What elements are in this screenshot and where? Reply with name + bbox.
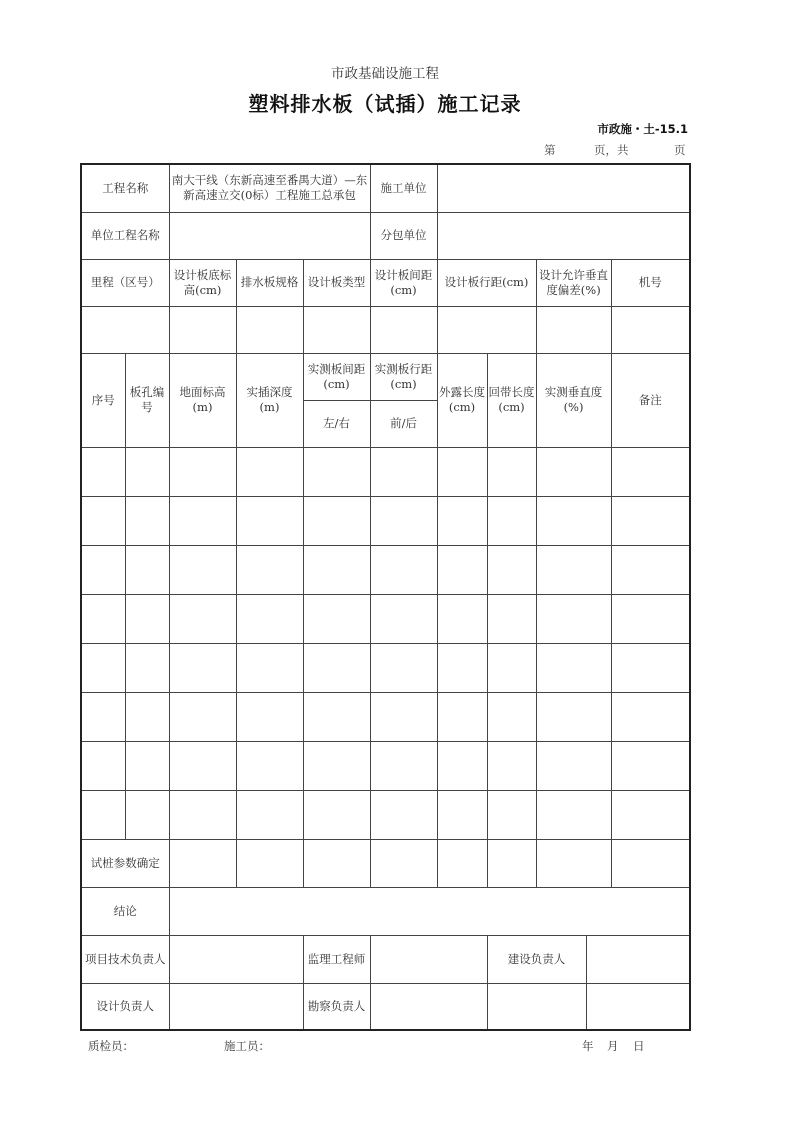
cell[interactable] <box>169 643 236 692</box>
cell[interactable] <box>169 447 236 496</box>
row-project <box>81 164 690 212</box>
cell[interactable] <box>437 496 487 545</box>
cell[interactable] <box>236 545 303 594</box>
design-lead-sign[interactable] <box>169 983 303 1030</box>
cell[interactable] <box>437 741 487 790</box>
survey-lead-sign[interactable] <box>370 983 487 1030</box>
machine-no-value[interactable] <box>611 306 690 353</box>
table-row <box>81 741 690 790</box>
cell[interactable] <box>611 692 690 741</box>
label-design-vert-dev: 设计允许垂直度偏差(%) <box>536 259 611 306</box>
cell[interactable] <box>370 496 437 545</box>
table-row <box>81 790 690 839</box>
label-subcontract-unit: 分包单位 <box>370 212 437 259</box>
cell[interactable] <box>303 790 370 839</box>
cell[interactable] <box>81 594 125 643</box>
cell[interactable] <box>125 594 169 643</box>
cell[interactable] <box>487 643 536 692</box>
design-type-value[interactable] <box>303 306 370 353</box>
form-category: 市政基础设施工程 <box>331 66 439 82</box>
cell[interactable] <box>303 594 370 643</box>
label-front-back: 前/后 <box>370 400 437 447</box>
cell[interactable] <box>611 545 690 594</box>
label-measured-spacing: 实测板间距(cm) <box>303 353 370 400</box>
cell[interactable] <box>370 545 437 594</box>
cell[interactable] <box>125 790 169 839</box>
owner-lead-sign[interactable] <box>586 935 690 983</box>
date-day: 日 <box>633 1039 645 1053</box>
cell[interactable] <box>611 496 690 545</box>
cell[interactable] <box>487 545 536 594</box>
cell[interactable] <box>125 643 169 692</box>
cell[interactable] <box>81 496 125 545</box>
cell[interactable] <box>125 447 169 496</box>
cell[interactable] <box>125 692 169 741</box>
label-remarks: 备注 <box>611 353 690 447</box>
row-signatures-2 <box>81 983 690 1030</box>
cell[interactable] <box>437 545 487 594</box>
label-ground-elev: 地面标高(m) <box>169 353 236 447</box>
date-year: 年 <box>582 1039 594 1053</box>
row-design-values <box>81 306 690 353</box>
row-measure-headers-1 <box>81 353 690 400</box>
cell[interactable] <box>125 496 169 545</box>
cell[interactable] <box>169 790 236 839</box>
row-conclusion <box>81 887 690 935</box>
cell[interactable] <box>611 839 690 887</box>
cell[interactable] <box>611 790 690 839</box>
cell[interactable] <box>536 496 611 545</box>
label-hole-no: 板孔编号 <box>125 353 169 447</box>
cell[interactable] <box>487 839 536 887</box>
cell[interactable] <box>169 496 236 545</box>
unit-project-name-value[interactable] <box>169 212 370 259</box>
cell[interactable] <box>81 692 125 741</box>
cell[interactable] <box>536 594 611 643</box>
label-survey-lead: 勘察负责人 <box>303 983 370 1030</box>
cell[interactable] <box>125 741 169 790</box>
cell[interactable] <box>236 692 303 741</box>
cell[interactable] <box>81 643 125 692</box>
label-seq-no: 序号 <box>81 353 125 447</box>
label-design-row-spacing: 设计板行距(cm) <box>437 259 536 306</box>
cell[interactable] <box>303 692 370 741</box>
table-row <box>81 447 690 496</box>
cell[interactable] <box>370 839 437 887</box>
cell[interactable] <box>370 643 437 692</box>
cell[interactable] <box>370 741 437 790</box>
cell[interactable] <box>169 692 236 741</box>
cell[interactable] <box>236 643 303 692</box>
mileage-value[interactable] <box>81 306 169 353</box>
label-design-lead: 设计负责人 <box>81 983 169 1030</box>
row-design-headers <box>81 259 690 306</box>
design-spacing-value[interactable] <box>370 306 437 353</box>
subcontract-unit-value[interactable] <box>437 212 690 259</box>
label-construction-unit: 施工单位 <box>370 164 437 212</box>
page-ye-gong: 页，共 <box>594 143 629 157</box>
cell[interactable] <box>370 594 437 643</box>
cell[interactable] <box>487 790 536 839</box>
cell[interactable] <box>536 741 611 790</box>
cell[interactable] <box>81 545 125 594</box>
cell[interactable] <box>437 643 487 692</box>
cell[interactable] <box>536 790 611 839</box>
table-row <box>81 545 690 594</box>
cell[interactable] <box>586 983 690 1030</box>
label-design-spacing: 设计板间距(cm) <box>370 259 437 306</box>
cell[interactable] <box>169 839 236 887</box>
design-row-spacing-value[interactable] <box>437 306 536 353</box>
constructor-label: 施工员： <box>224 1039 270 1053</box>
label-insert-depth: 实插深度(m) <box>236 353 303 447</box>
cell[interactable] <box>236 790 303 839</box>
record-table <box>80 163 691 1031</box>
cell[interactable] <box>81 741 125 790</box>
cell[interactable] <box>487 496 536 545</box>
cell[interactable] <box>303 741 370 790</box>
construction-unit-value[interactable] <box>437 164 690 212</box>
page-di: 第 <box>544 143 556 157</box>
cell[interactable] <box>303 839 370 887</box>
form-title: 塑料排水板（试插）施工记录 <box>248 92 522 116</box>
table-row <box>81 496 690 545</box>
cell[interactable] <box>236 741 303 790</box>
table-row <box>81 643 690 692</box>
cell[interactable] <box>303 447 370 496</box>
cell[interactable] <box>487 594 536 643</box>
date-month: 月 <box>607 1039 619 1053</box>
cell[interactable] <box>487 447 536 496</box>
design-vert-dev-value[interactable] <box>536 306 611 353</box>
cell[interactable] <box>370 692 437 741</box>
label-trial-params: 试桩参数确定 <box>81 839 169 887</box>
cell[interactable] <box>487 983 586 1030</box>
row-unit-project <box>81 212 690 259</box>
label-design-bottom-elev: 设计板底标高(cm) <box>169 259 236 306</box>
supervisor-sign[interactable] <box>370 935 487 983</box>
cell[interactable] <box>487 741 536 790</box>
cell[interactable] <box>437 447 487 496</box>
cell[interactable] <box>437 790 487 839</box>
cell[interactable] <box>536 692 611 741</box>
cell[interactable] <box>125 545 169 594</box>
label-left-right: 左/右 <box>303 400 370 447</box>
conclusion-value[interactable] <box>169 887 690 935</box>
cell[interactable] <box>303 643 370 692</box>
cell[interactable] <box>437 839 487 887</box>
form-code: 市政施・土-15.1 <box>597 122 688 136</box>
cell[interactable] <box>611 594 690 643</box>
cell[interactable] <box>487 692 536 741</box>
row-trial-params <box>81 839 690 887</box>
cell[interactable] <box>536 839 611 887</box>
label-mileage: 里程（区号） <box>81 259 169 306</box>
label-owner-lead: 建设负责人 <box>487 935 586 983</box>
label-supervisor: 监理工程师 <box>303 935 370 983</box>
label-project-name: 工程名称 <box>81 164 169 212</box>
project-name-value[interactable]: 南大干线（东新高速至番禺大道）—东新高速立交(0标）工程施工总承包 <box>169 164 370 212</box>
cell[interactable] <box>370 790 437 839</box>
cell[interactable] <box>169 545 236 594</box>
cell[interactable] <box>169 741 236 790</box>
design-bottom-elev-value[interactable] <box>169 306 236 353</box>
label-unit-project-name: 单位工程名称 <box>81 212 169 259</box>
project-tech-lead-sign[interactable] <box>169 935 303 983</box>
cell[interactable] <box>303 545 370 594</box>
label-measured-row-spacing: 实测板行距(cm) <box>370 353 437 400</box>
cell[interactable] <box>370 447 437 496</box>
table-row <box>81 692 690 741</box>
label-exposed-length: 外露长度(cm) <box>437 353 487 447</box>
label-return-length: 回带长度(cm) <box>487 353 536 447</box>
cell[interactable] <box>611 741 690 790</box>
cell[interactable] <box>437 594 487 643</box>
cell[interactable] <box>536 447 611 496</box>
cell[interactable] <box>236 839 303 887</box>
cell[interactable] <box>303 496 370 545</box>
cell[interactable] <box>169 594 236 643</box>
page-ye: 页 <box>674 143 686 157</box>
cell[interactable] <box>236 447 303 496</box>
cell[interactable] <box>536 643 611 692</box>
cell[interactable] <box>236 496 303 545</box>
label-design-type: 设计板类型 <box>303 259 370 306</box>
cell[interactable] <box>611 447 690 496</box>
inspector-label: 质检员： <box>88 1039 134 1053</box>
label-drain-spec: 排水板规格 <box>236 259 303 306</box>
label-measured-vert: 实测垂直度(%) <box>536 353 611 447</box>
row-signatures-1 <box>81 935 690 983</box>
cell[interactable] <box>236 594 303 643</box>
cell[interactable] <box>611 643 690 692</box>
cell[interactable] <box>437 692 487 741</box>
cell[interactable] <box>81 447 125 496</box>
cell[interactable] <box>536 545 611 594</box>
drain-spec-value[interactable] <box>236 306 303 353</box>
label-project-tech-lead: 项目技术负责人 <box>81 935 169 983</box>
table-row <box>81 594 690 643</box>
label-machine-no: 机号 <box>611 259 690 306</box>
label-conclusion: 结论 <box>81 887 169 935</box>
cell[interactable] <box>81 790 125 839</box>
